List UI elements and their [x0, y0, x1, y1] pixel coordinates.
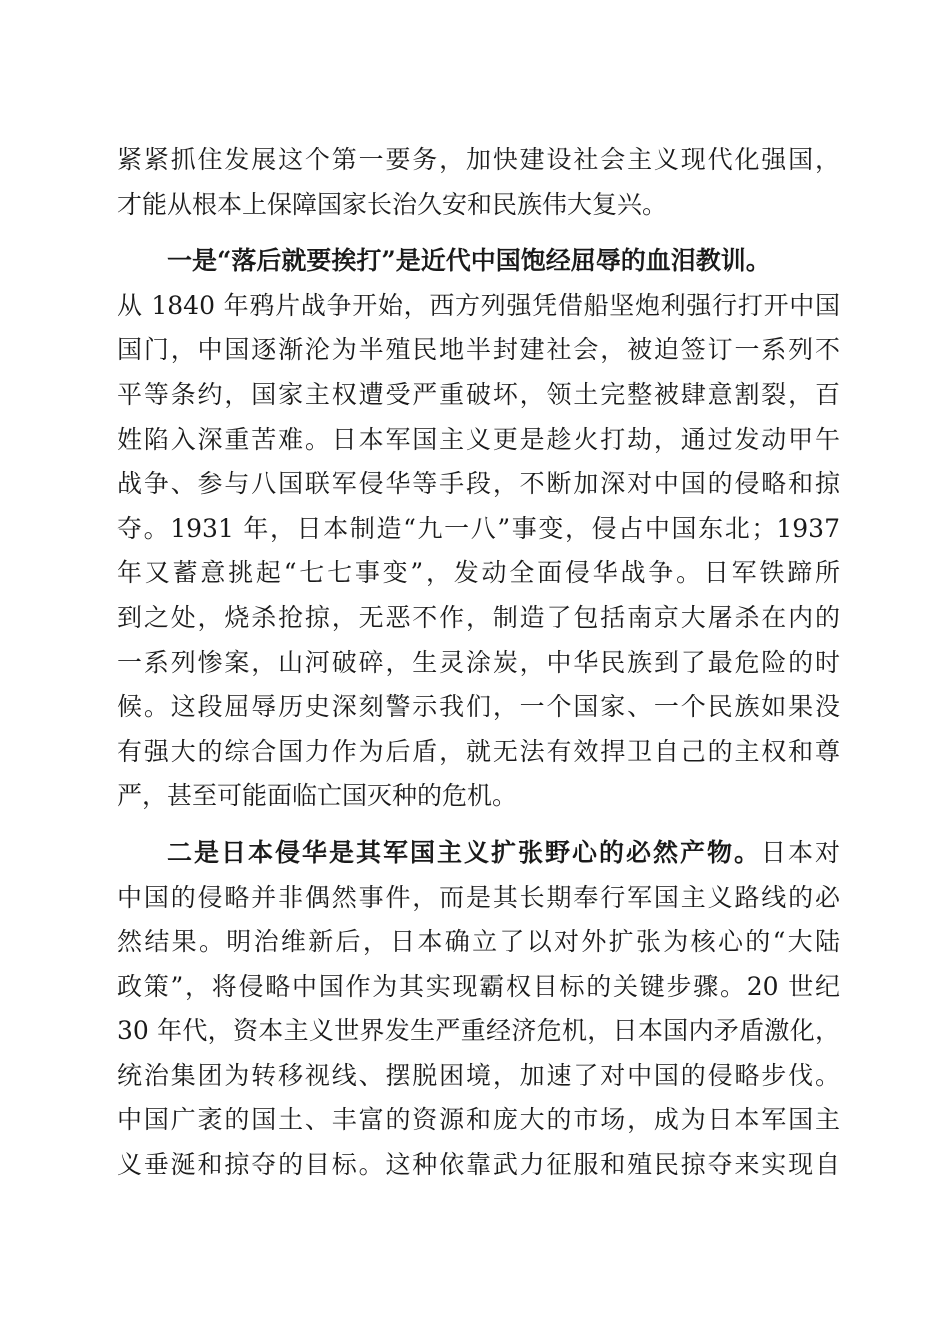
intro-paragraph [117, 138, 840, 227]
text-line: 30 年代，资本主义世界发生严重经济危机，日本国内矛盾激化， [117, 1016, 840, 1046]
text-line: 从 1840 年鸦片战争开始，西方列强凭借船坚炮利强行打开中国 [117, 290, 840, 320]
text-line: 姓陷入深重苦难。日本军国主义更是趁火打劫，通过发动甲午 [117, 424, 840, 454]
text-line: 战争、参与八国联军侵华等手段，不断加深对中国的侵略和掠 [117, 469, 840, 499]
document-body [117, 138, 840, 1188]
text-line: 然结果。明治维新后，日本确立了以对外扩张为核心的“大陆 [117, 927, 840, 957]
text-line: 年又蓄意挑起“七七事变”，发动全面侵华战争。日军铁蹄所 [117, 558, 840, 588]
text-line: 候。这段屈辱历史深刻警示我们，一个国家、一个民族如果没 [117, 692, 840, 722]
text-line: 中国广袤的国土、丰富的资源和庞大的市场，成为日本军国主 [117, 1105, 840, 1135]
heading-tail-text: 日本对 [760, 837, 840, 867]
section-2-heading-line [117, 831, 840, 876]
text-line: 夺。1931 年，日本制造“九一八”事变，侵占中国东北；1937 [117, 513, 840, 543]
text-line: 国门，中国逐渐沦为半殖民地半封建社会，被迫签订一系列不 [117, 335, 840, 365]
text-line: 到之处，烧杀抢掠，无恶不作，制造了包括南京大屠杀在内的 [117, 602, 840, 632]
text-line: 政策”，将侵略中国作为其实现霸权目标的关键步骤。20 世纪 [117, 971, 840, 1001]
text-line: 一系列惨案，山河破碎，生灵涂炭，中华民族到了最危险的时 [117, 647, 840, 677]
text-line: 中国的侵略并非偶然事件，而是其长期奉行军国主义路线的必 [117, 882, 840, 912]
text-line: 紧紧抓住发展这个第一要务，加快建设社会主义现代化强国， [117, 145, 840, 174]
text-line: 才能从根本上保障国家长治久安和民族伟大复兴。 [117, 189, 668, 219]
text-line: 有强大的综合国力作为后盾，就无法有效捍卫自己的主权和尊 [117, 736, 840, 766]
text-line: 严，甚至可能面临亡国灭种的危机。 [117, 781, 518, 811]
text-line: 统治集团为转移视线、摆脱困境，加速了对中国的侵略步伐。 [117, 1060, 840, 1090]
text-line: 平等条约，国家主权遭受严重破坏，领土完整被肆意割裂，百 [117, 379, 840, 409]
text-line: 义垂涎和掠夺的目标。这种依靠武力征服和殖民掠夺来实现自 [117, 1150, 840, 1180]
section-2-paragraph [117, 831, 840, 1188]
section-2-heading: 二是日本侵华是其军国主义扩张野心的必然产物。 [167, 837, 761, 867]
section-1-paragraph [117, 239, 840, 819]
section-1-heading: 一是“落后就要挨打”是近代中国饱经屈辱的血泪教训。 [167, 246, 771, 276]
